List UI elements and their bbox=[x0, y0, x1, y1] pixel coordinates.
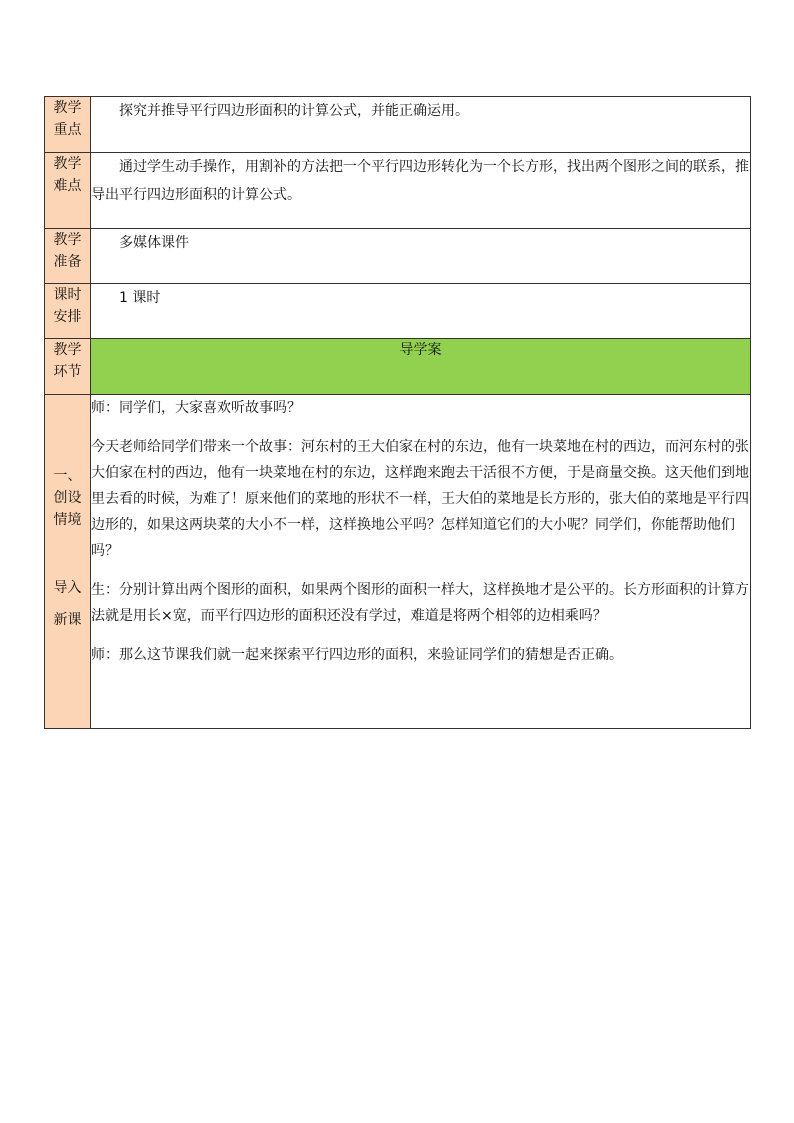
row-schedule bbox=[45, 284, 751, 339]
row-content bbox=[91, 153, 751, 229]
row-content bbox=[91, 97, 751, 153]
row-label: 教学 重点 bbox=[45, 97, 91, 153]
lesson-plan bbox=[44, 96, 750, 729]
row-content bbox=[91, 284, 751, 339]
schedule-text: 1 课时 bbox=[119, 290, 161, 306]
row-introduction bbox=[45, 395, 751, 729]
row-label: 课时 安排 bbox=[45, 284, 91, 339]
row-content bbox=[91, 229, 751, 284]
row-label: 教学 难点 bbox=[45, 153, 91, 229]
difficulties-text: 通过学生动手操作，用割补的方法把一个平行四边形转化为一个长方形，找出两个图形之间的联系，推导出平行四边形面积的计算公式。 bbox=[91, 159, 749, 203]
lesson-plan-table bbox=[44, 96, 751, 729]
row-label: 教学 环节 bbox=[45, 339, 91, 395]
intro-content bbox=[91, 395, 751, 729]
teacher-question: 师：同学们，大家喜欢听故事吗？ bbox=[91, 400, 301, 416]
teacher-conclusion: 师：那么这节课我们就一起来探索平行四边形的面积，来验证同学们的猜想是否正确。 bbox=[91, 647, 623, 663]
row-preparation bbox=[45, 229, 751, 284]
key-points-text: 探究并推导平行四边形面积的计算公式，并能正确运用。 bbox=[119, 103, 469, 119]
stage-header: 导学案 bbox=[91, 339, 751, 395]
row-label: 教学 准备 bbox=[45, 229, 91, 284]
story-text: 今天老师给同学们带来一个故事：河东村的王大伯家在村的东边，他有一块菜地在村的西边，而河东村的张大伯家在村的西边，他有一块菜地在村的东边，这样跑来跑去干活很不方便，于是商量交换。这天他们到地里去看的时候，为难了！原来他们的菜地的形状不一样，王大伯的菜地是长方形的，张大伯的菜地是平行四边形的，如果这两块菜的大小不一样，这样换地公平吗？怎样知道它们的大小呢？同学们，你能帮助他们吗？ bbox=[91, 439, 749, 559]
row-stage bbox=[45, 339, 751, 395]
row-difficulties bbox=[45, 153, 751, 229]
student-answer: 生：分别计算出两个图形的面积，如果两个图形的面积一样大，这样换地才是公平的。长方形面积的计算方法就是用长×宽，而平行四边形的面积还没有学过，难道是将两个相邻的边相乘吗？ bbox=[91, 582, 749, 624]
preparation-text: 多媒体课件 bbox=[119, 235, 189, 251]
row-key-points bbox=[45, 97, 751, 153]
intro-label: 一、 创设 情境 导入 新课 bbox=[45, 395, 91, 729]
